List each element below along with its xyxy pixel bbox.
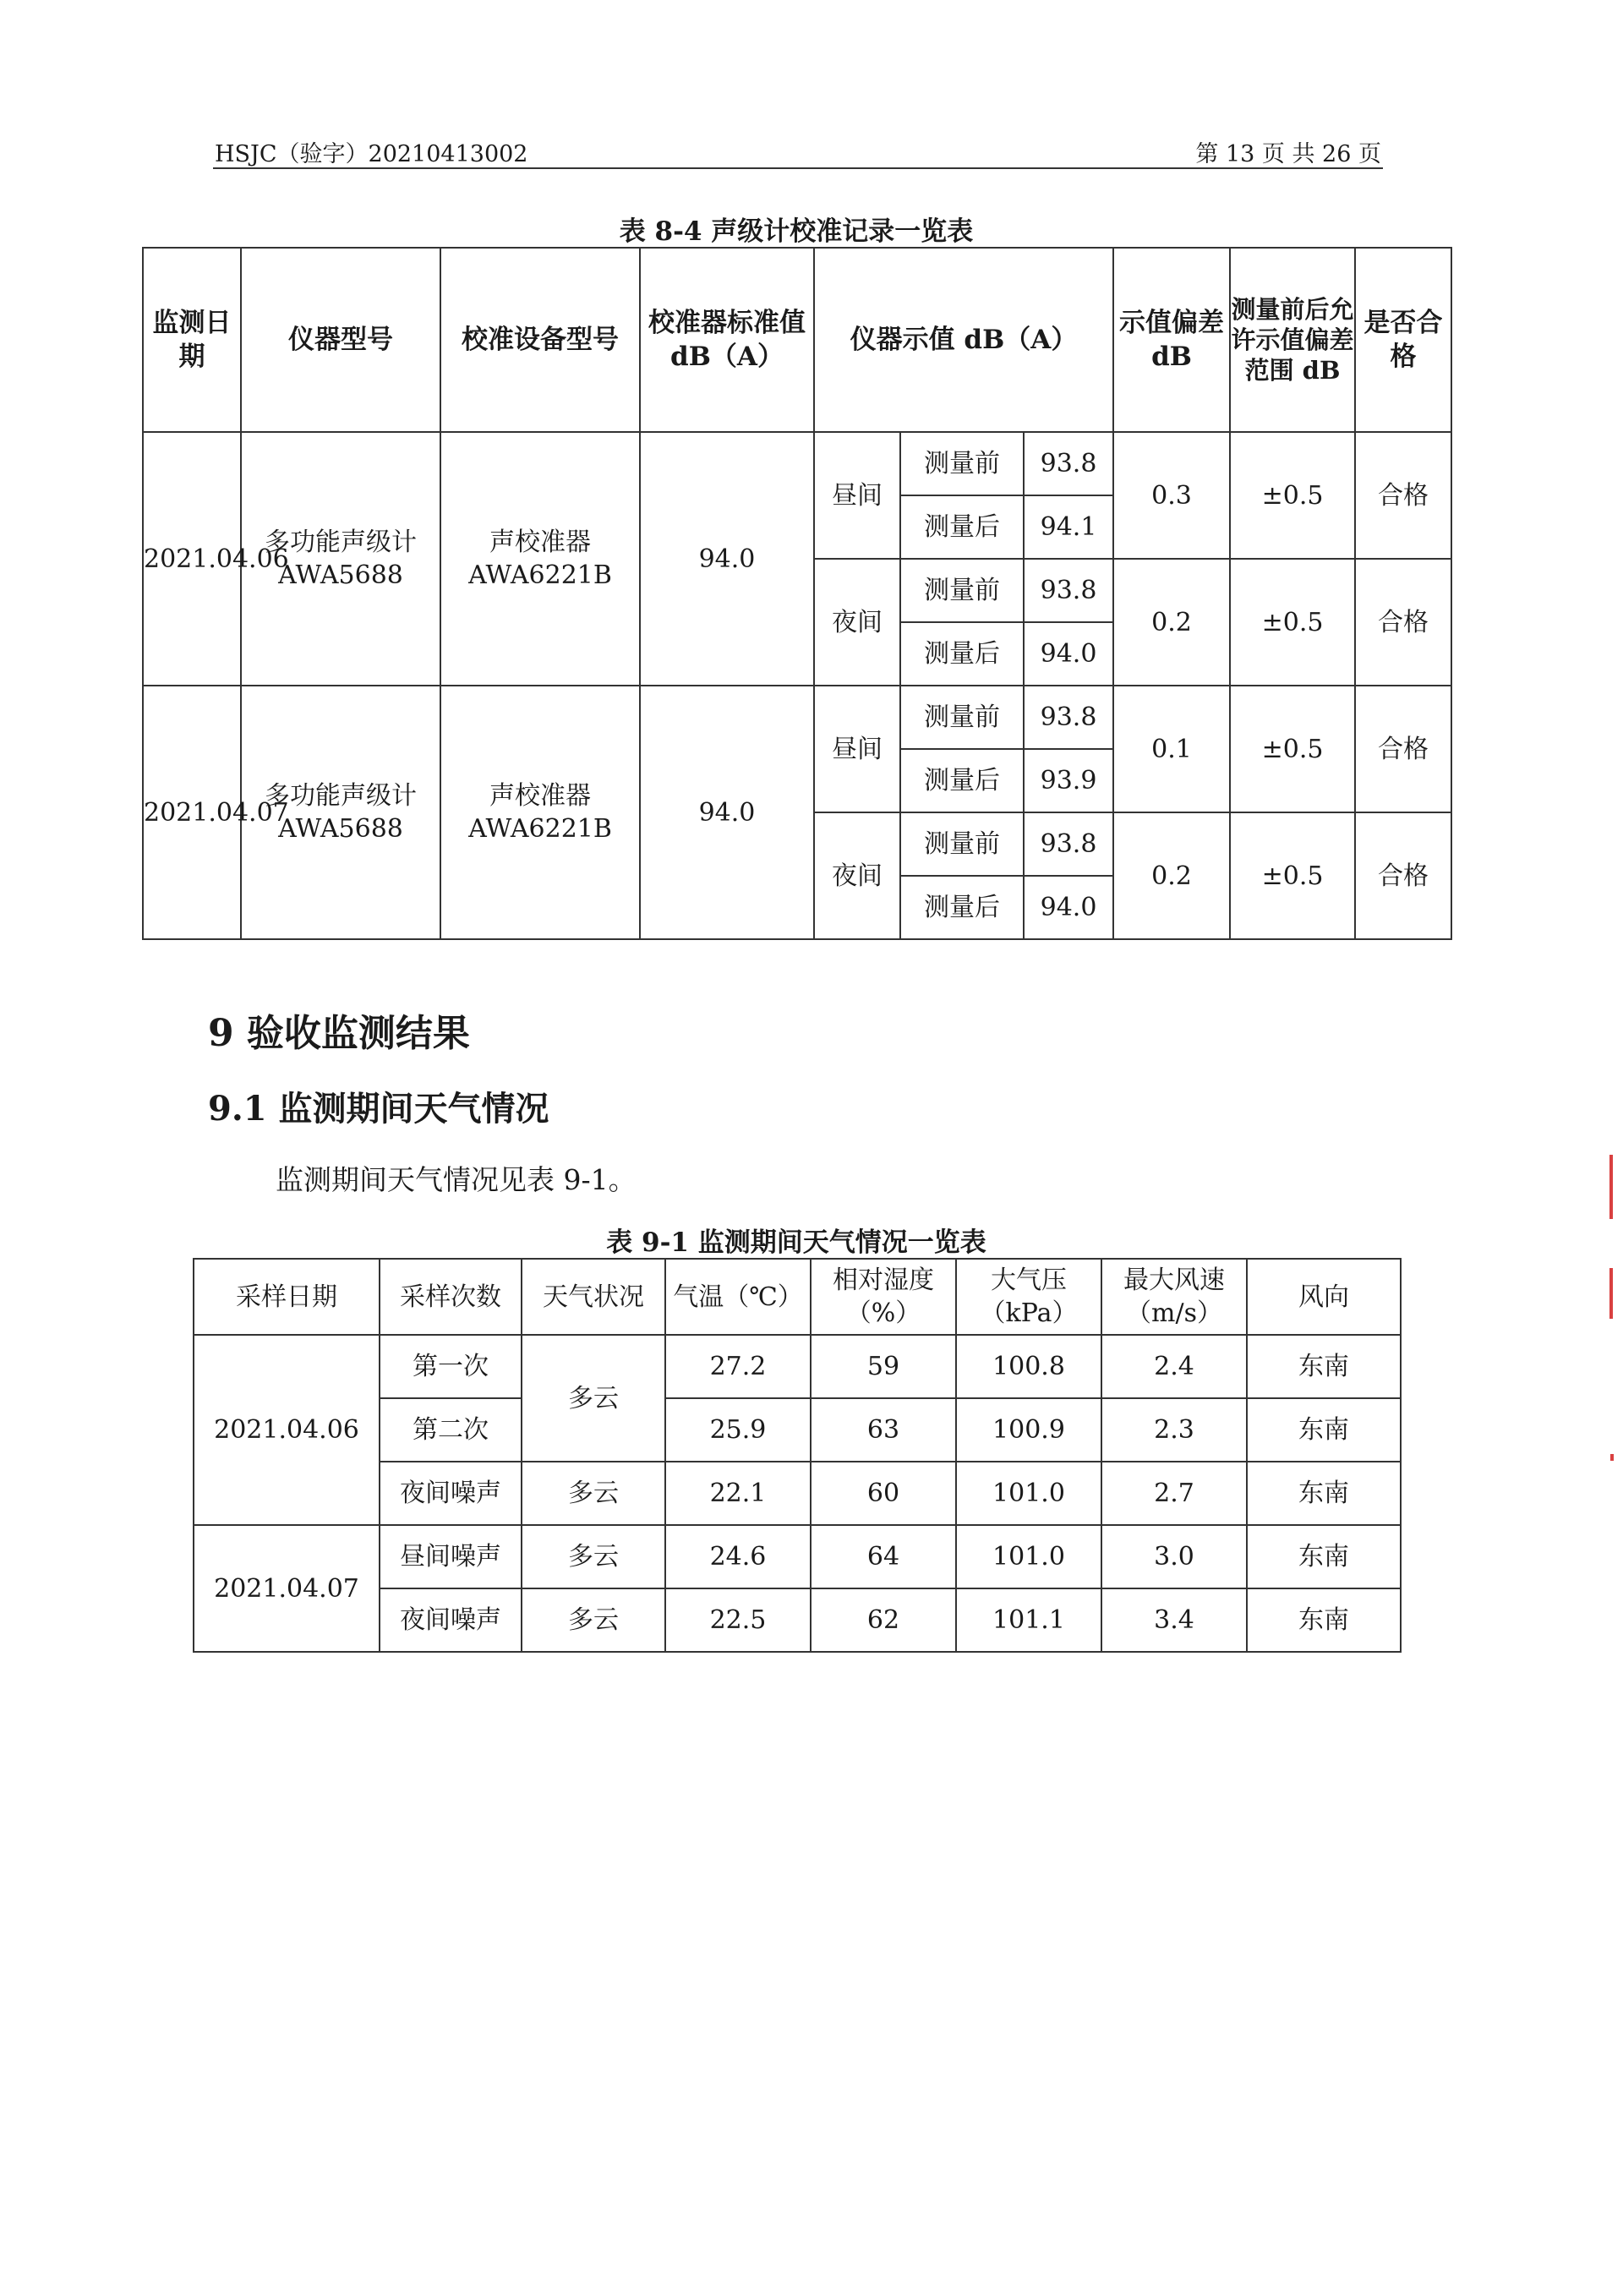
table-header-row xyxy=(143,248,1451,432)
cell-sample-date: 2021.04.07 xyxy=(194,1525,380,1652)
seal-edge-mark xyxy=(1609,1155,1613,1219)
cell-wind-speed: 3.0 xyxy=(1101,1525,1247,1588)
calibration-table xyxy=(142,247,1452,940)
cell-allowed: ±0.5 xyxy=(1230,686,1355,812)
cell-after-value: 93.9 xyxy=(1024,749,1113,812)
cell-wind-speed: 2.4 xyxy=(1101,1335,1247,1398)
cell-deviation: 0.3 xyxy=(1113,432,1230,559)
col-deviation: 示值偏差 dB xyxy=(1113,248,1230,432)
cell-humidity: 59 xyxy=(811,1335,956,1398)
cell-humidity: 64 xyxy=(811,1525,956,1588)
cell-times: 昼间噪声 xyxy=(380,1525,522,1588)
cell-times: 夜间噪声 xyxy=(380,1588,522,1652)
cell-sample-date: 2021.04.06 xyxy=(194,1335,380,1525)
col-allowed: 测量前后允许示值偏差范围 dB xyxy=(1230,248,1355,432)
cell-temperature: 25.9 xyxy=(665,1398,811,1462)
cell-before-value: 93.8 xyxy=(1024,686,1113,749)
cell-humidity: 62 xyxy=(811,1588,956,1652)
table-9-1-caption: 表 9-1 监测期间天气情况一览表 xyxy=(606,1227,986,1258)
col-reading: 仪器示值 dB（A） xyxy=(814,248,1113,432)
cell-wind-direction: 东南 xyxy=(1247,1525,1401,1588)
cell-allowed: ±0.5 xyxy=(1230,559,1355,686)
table-row xyxy=(143,686,1451,749)
cell-wind-speed: 2.3 xyxy=(1101,1398,1247,1462)
cell-times: 第一次 xyxy=(380,1335,522,1398)
cell-pass: 合格 xyxy=(1355,432,1451,559)
cell-temperature: 22.1 xyxy=(665,1462,811,1525)
table-row xyxy=(194,1335,1401,1398)
weather-table xyxy=(193,1258,1402,1653)
cell-deviation: 0.2 xyxy=(1113,559,1230,686)
section-heading: 9 验收监测结果 xyxy=(208,1012,470,1055)
cell-instrument: 多功能声级计 AWA5688 xyxy=(241,432,440,686)
cell-after-value: 94.1 xyxy=(1024,495,1113,559)
cell-after-value: 94.0 xyxy=(1024,622,1113,686)
cell-humidity: 63 xyxy=(811,1398,956,1462)
table-row xyxy=(143,432,1451,495)
seal-edge-mark xyxy=(1610,1454,1614,1461)
table-header-row xyxy=(194,1259,1401,1335)
cell-after-label: 测量后 xyxy=(900,876,1024,939)
cell-period: 夜间 xyxy=(814,559,900,686)
cell-weather: 多云 xyxy=(522,1525,665,1588)
cell-pressure: 100.9 xyxy=(956,1398,1101,1462)
page-number: 第 13 页 共 26 页 xyxy=(1195,141,1381,167)
cell-after-label: 测量后 xyxy=(900,495,1024,559)
cell-after-value: 94.0 xyxy=(1024,876,1113,939)
cell-temperature: 22.5 xyxy=(665,1588,811,1652)
cell-times: 夜间噪声 xyxy=(380,1462,522,1525)
cell-temperature: 27.2 xyxy=(665,1335,811,1398)
col-wind-speed: 最大风速（m/s） xyxy=(1101,1259,1247,1335)
col-standard: 校准器标准值 dB（A） xyxy=(640,248,814,432)
cell-standard: 94.0 xyxy=(640,432,814,686)
cell-weather: 多云 xyxy=(522,1335,665,1462)
subsection-heading: 9.1 监测期间天气情况 xyxy=(208,1089,549,1129)
col-temperature: 气温（℃） xyxy=(665,1259,811,1335)
page-header xyxy=(213,134,1383,169)
cell-after-label: 测量后 xyxy=(900,749,1024,812)
col-pressure: 大气压（kPa） xyxy=(956,1259,1101,1335)
cell-deviation: 0.2 xyxy=(1113,812,1230,939)
col-weather: 天气状况 xyxy=(522,1259,665,1335)
cell-calibrator: 声校准器 AWA6221B xyxy=(440,432,640,686)
doc-id: HSJC（验字）20210413002 xyxy=(215,141,528,167)
cell-allowed: ±0.5 xyxy=(1230,432,1355,559)
cell-wind-direction: 东南 xyxy=(1247,1462,1401,1525)
cell-standard: 94.0 xyxy=(640,686,814,939)
cell-deviation: 0.1 xyxy=(1113,686,1230,812)
cell-wind-direction: 东南 xyxy=(1247,1398,1401,1462)
cell-pass: 合格 xyxy=(1355,686,1451,812)
cell-pass: 合格 xyxy=(1355,559,1451,686)
col-calibrator: 校准设备型号 xyxy=(440,248,640,432)
col-wind-direction: 风向 xyxy=(1247,1259,1401,1335)
cell-before-label: 测量前 xyxy=(900,686,1024,749)
cell-humidity: 60 xyxy=(811,1462,956,1525)
seal-edge-mark xyxy=(1609,1268,1613,1319)
cell-before-label: 测量前 xyxy=(900,812,1024,876)
cell-before-value: 93.8 xyxy=(1024,812,1113,876)
cell-before-value: 93.8 xyxy=(1024,432,1113,495)
cell-period: 昼间 xyxy=(814,432,900,559)
cell-wind-speed: 2.7 xyxy=(1101,1462,1247,1525)
cell-period: 夜间 xyxy=(814,812,900,939)
cell-before-label: 测量前 xyxy=(900,432,1024,495)
cell-wind-direction: 东南 xyxy=(1247,1335,1401,1398)
cell-wind-direction: 东南 xyxy=(1247,1588,1401,1652)
cell-temperature: 24.6 xyxy=(665,1525,811,1588)
cell-before-label: 测量前 xyxy=(900,559,1024,622)
cell-pressure: 101.0 xyxy=(956,1525,1101,1588)
body-paragraph: 监测期间天气情况见表 9-1。 xyxy=(276,1163,637,1196)
cell-date: 2021.04.06 xyxy=(143,432,241,686)
cell-allowed: ±0.5 xyxy=(1230,812,1355,939)
col-pass: 是否合格 xyxy=(1355,248,1451,432)
table-8-4-caption: 表 8-4 声级计校准记录一览表 xyxy=(619,216,974,247)
cell-pressure: 101.0 xyxy=(956,1462,1101,1525)
cell-after-label: 测量后 xyxy=(900,622,1024,686)
col-date: 监测日期 xyxy=(143,248,241,432)
cell-calibrator: 声校准器 AWA6221B xyxy=(440,686,640,939)
col-sample-times: 采样次数 xyxy=(380,1259,522,1335)
cell-wind-speed: 3.4 xyxy=(1101,1588,1247,1652)
cell-date: 2021.04.07 xyxy=(143,686,241,939)
col-humidity: 相对湿度（%） xyxy=(811,1259,956,1335)
cell-instrument: 多功能声级计 AWA5688 xyxy=(241,686,440,939)
cell-times: 第二次 xyxy=(380,1398,522,1462)
table-row xyxy=(194,1525,1401,1588)
cell-period: 昼间 xyxy=(814,686,900,812)
cell-before-value: 93.8 xyxy=(1024,559,1113,622)
col-instrument: 仪器型号 xyxy=(241,248,440,432)
cell-weather: 多云 xyxy=(522,1588,665,1652)
col-sample-date: 采样日期 xyxy=(194,1259,380,1335)
cell-pressure: 101.1 xyxy=(956,1588,1101,1652)
cell-pass: 合格 xyxy=(1355,812,1451,939)
cell-pressure: 100.8 xyxy=(956,1335,1101,1398)
cell-weather: 多云 xyxy=(522,1462,665,1525)
